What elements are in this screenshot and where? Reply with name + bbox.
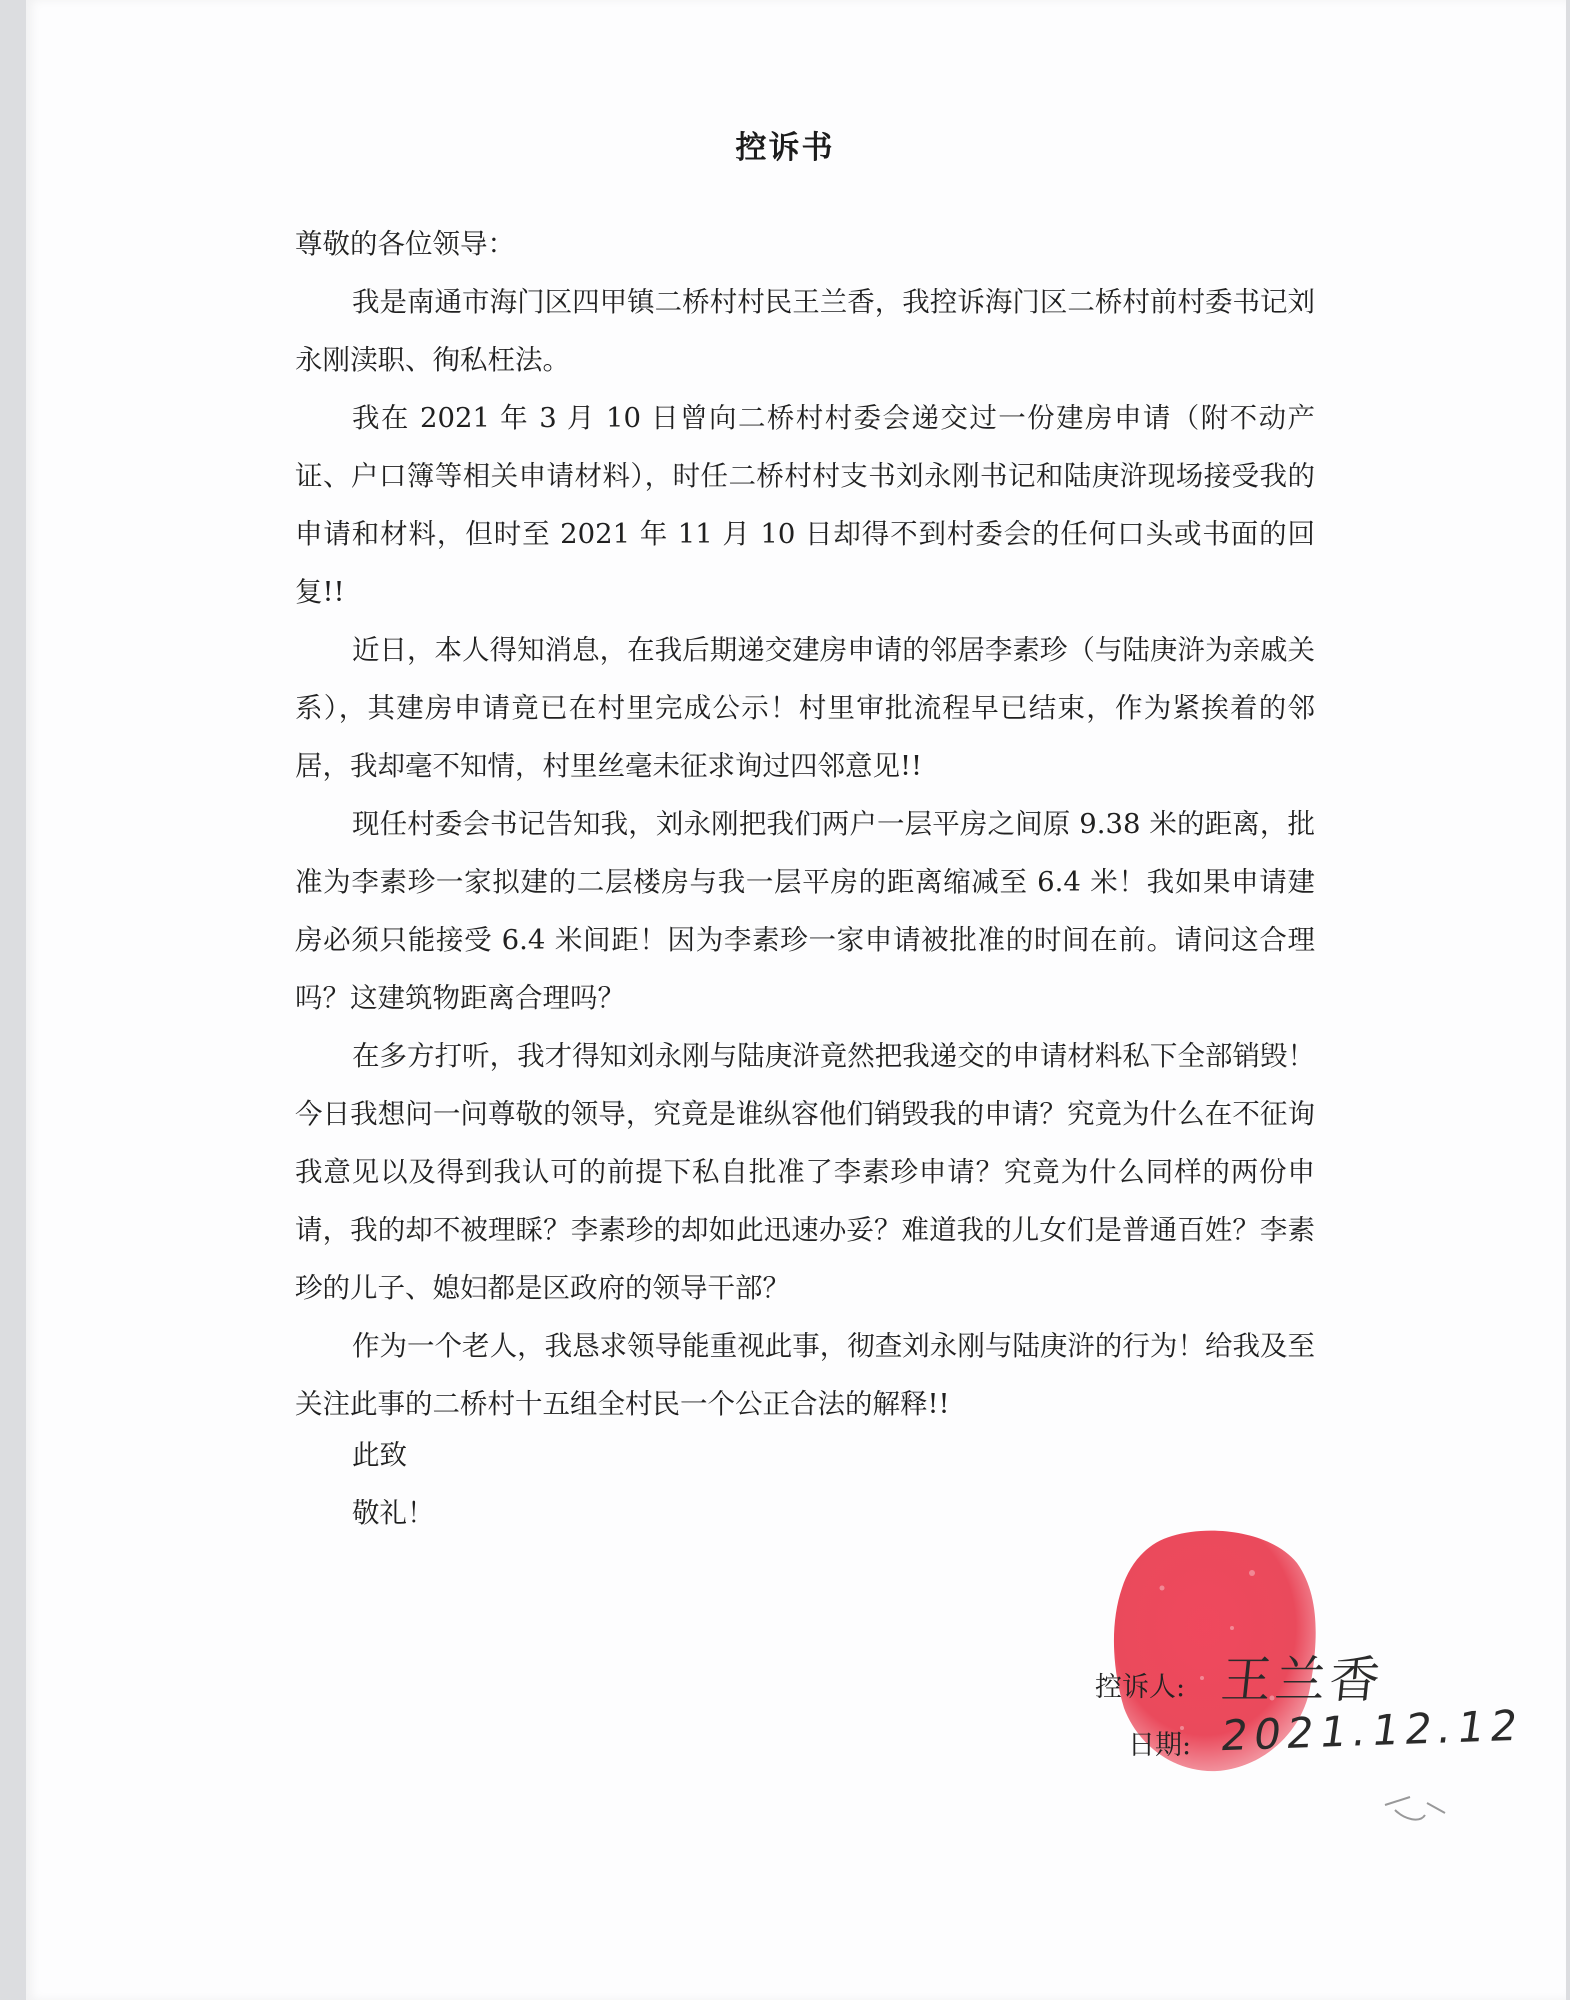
paragraph-1: 我是南通市海门区四甲镇二桥村村民王兰香，我控诉海门区二桥村前村委书记刘永刚渎职、徇私枉法。 [295,286,1315,376]
pen-mark-icon [1365,1785,1475,1845]
closing-line-1: 此致 [352,1439,407,1471]
salutation: 尊敬的各位领导： [295,228,515,260]
paragraph-2: 我在 2021 年 3 月 10 日曾向二桥村村委会递交过一份建房申请（附不动产证、户口簿等相关申请材料），时任二桥村村支书刘永刚书记和陆庚浒现场接受我的申请和材料，但时至 2021 年 11 月 10 日却得不到村委会的任何口头或书面的回复!! [295,402,1315,608]
paragraph-5: 在多方打听，我才得知刘永刚与陆庚浒竟然把我递交的申请材料私下全部销毁！今日我想问一问尊敬的领导，究竟是谁纵容他们销毁我的申请？究竟为什么在不征询我意见以及得到我认可的前提下私自批准了李素珍申请？究竟为什么同样的两份申请，我的却不被理睬？李素珍的却如此迅速办妥？难道我的儿女们是普通百姓？李素珍的儿子、媳妇都是区政府的领导干部？ [295,1040,1315,1304]
paragraph-4: 现任村委会书记告知我，刘永刚把我们两户一层平房之间原 9.38 米的距离，批准为李素珍一家拟建的二层楼房与我一层平房的距离缩减至 6.4 米！我如果申请建房必须只能接受 6.4 米间距！因为李素珍一家申请被批准的时间在前。请问这合理吗？这建筑物距离合理吗？ [295,808,1315,1014]
date-label: 日期: [1128,1730,1192,1761]
document-title: 控诉书 [735,130,835,166]
paragraph-6: 作为一个老人，我恳求领导能重视此事，彻查刘永刚与陆庚浒的行为！给我及至关注此事的二桥村十五组全村民一个公正合法的解释!! [295,1330,1315,1420]
paragraph-3: 近日，本人得知消息，在我后期递交建房申请的邻居李素珍（与陆庚浒为亲戚关系），其建房申请竟已在村里完成公示！村里审批流程早已结束，作为紧挨着的邻居，我却毫不知情，村里丝毫未征求询过四邻意见!! [295,634,1315,782]
complainant-label: 控诉人: [1095,1672,1186,1703]
date-handwritten: 2021.12.12 [1217,1700,1527,1761]
closing-line-2: 敬礼！ [352,1497,435,1529]
letter-body [295,215,1315,1433]
complainant-signature: 王兰香 [1218,1651,1387,1709]
